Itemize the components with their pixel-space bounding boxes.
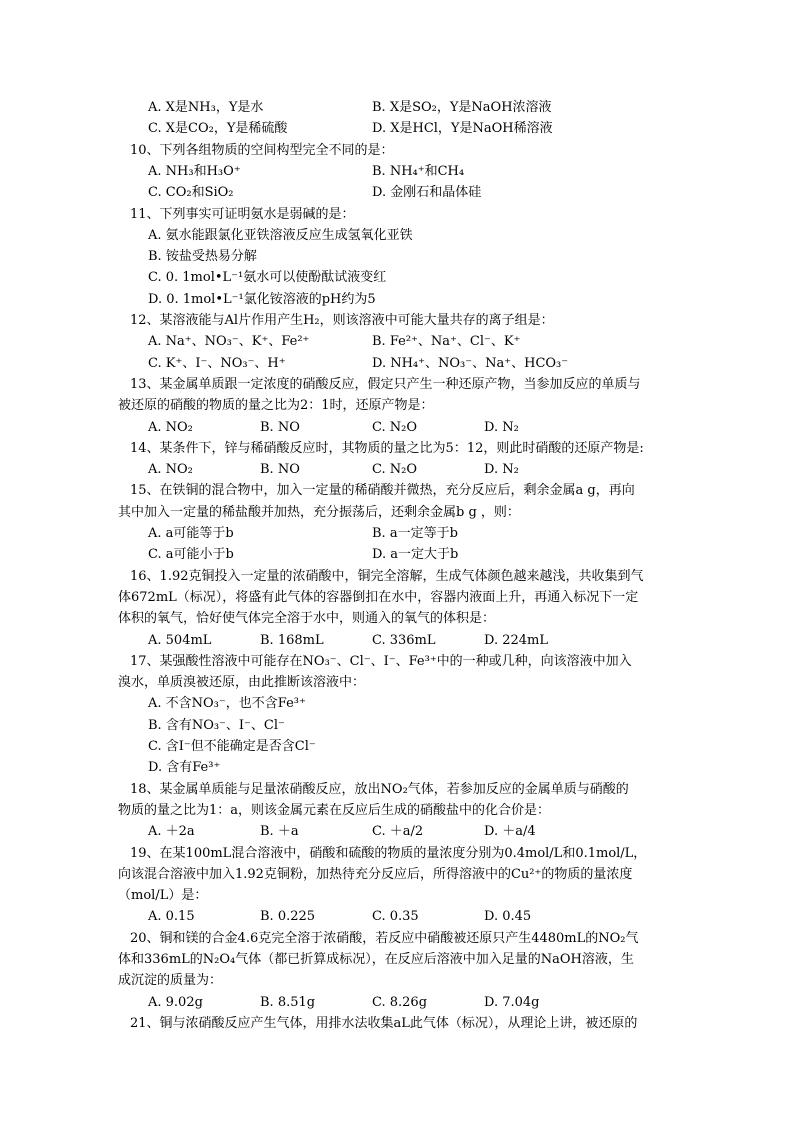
question-stem: 17、某强酸性溶液中可能存在NO₃⁻、Cl⁻、I⁻、Fe³⁺中的一种或几种，向该溶液中加入 <box>130 653 632 669</box>
text-line <box>0 757 794 778</box>
text-line <box>0 480 794 501</box>
question-stem: 12、某溶液能与Al片作用产生H₂，则该溶液中可能大量共存的离子组是： <box>130 313 554 328</box>
question-stem: 20、铜和镁的合金4.6克完全溶于浓硝酸，若反应中硝酸被还原只产生4480mL的NO₂气 <box>130 930 639 946</box>
question-text: 物质的量之比为1：a，则该金属元素在反应后生成的硝酸盐中的化合价是： <box>118 802 551 818</box>
answer-option: D. N₂ <box>484 419 519 435</box>
question-text: 体672mL（标况），将盛有此气体的容器倒扣在水中，容器内液面上升，再通入标况下一定 <box>118 589 639 605</box>
text-line <box>0 438 794 459</box>
question-text: 体和336mL的N₂O₄气体（都已折算成标况），在反应后溶液中加入足量的NaOH溶液，生 <box>118 952 634 967</box>
text-line <box>0 970 794 991</box>
answer-option: C. K⁺、I⁻、NO₃⁻、H⁺ <box>148 355 286 371</box>
answer-option: B. Fe²⁺、Na⁺、Cl⁻、K⁺ <box>372 334 521 350</box>
answer-option: D. 含有Fe³⁺ <box>148 760 221 776</box>
text-line <box>0 906 794 927</box>
text-line <box>0 843 794 864</box>
text-line <box>0 864 794 885</box>
text-line <box>0 182 794 203</box>
text-line <box>0 693 794 714</box>
text-line <box>0 374 794 395</box>
answer-option: A. a可能等于b <box>148 526 234 541</box>
question-text: 溴水，单质溴被还原，由此推断该溶液中： <box>118 675 366 691</box>
question-stem: 19、在某100mL混合溶液中，硝酸和硫酸的物质的量浓度分别为0.4mol/L和0.1mol/L， <box>130 845 647 861</box>
answer-option: B. NO <box>260 462 300 478</box>
question-stem: 16、1.92克铜投入一定量的浓硝酸中，铜完全溶解，生成气体颜色越来越浅，共收集到气 <box>130 568 644 584</box>
text-line <box>0 246 794 267</box>
answer-option: A. 氨水能跟氯化亚铁溶液反应生成氢氧化亚铁 <box>148 227 413 243</box>
answer-option: C. CO₂和SiO₂ <box>148 185 234 201</box>
answer-option: A. 504mL <box>148 632 212 648</box>
text-line <box>0 502 794 523</box>
text-line <box>0 97 794 118</box>
answer-option: C. 8.26g <box>372 994 428 1010</box>
question-stem: 11、下列事实可证明氨水是弱碱的是： <box>130 206 355 222</box>
answer-option: A. ＋2a <box>148 824 195 840</box>
answer-option: C. 336mL <box>372 632 436 648</box>
text-line <box>0 736 794 757</box>
text-line <box>0 779 794 800</box>
question-text: 体积的氧气，恰好使气体完全溶于水中，则通入的氧气的体积是： <box>118 611 496 627</box>
answer-option: D. N₂ <box>484 462 519 478</box>
answer-option: B. 8.51g <box>260 994 316 1010</box>
answer-option: B. ＋a <box>260 824 299 840</box>
answer-option: D. NH₄⁺、NO₃⁻、Na⁺、HCO₃⁻ <box>372 355 569 371</box>
answer-option: B. NO <box>260 419 300 435</box>
text-line <box>0 459 794 480</box>
text-line <box>0 992 794 1013</box>
text-line <box>0 225 794 246</box>
question-stem: 10、下列各组物质的空间构型完全不同的是： <box>130 142 394 158</box>
question-text: 其中加入一定量的稀盐酸并加热，充分振荡后，还剩余金属b g ，则： <box>118 504 520 520</box>
text-line <box>0 204 794 225</box>
answer-option: A. NO₂ <box>148 462 193 478</box>
answer-option: B. 0.225 <box>260 909 316 925</box>
text-line <box>0 417 794 438</box>
question-stem: 15、在铁铜的混合物中，加入一定量的稀硝酸并微热，充分反应后，剩余金属a g，再向 <box>130 483 635 499</box>
question-stem: 13、某金属单质跟一定浓度的硝酸反应，假定只产生一种还原产物，当参加反应的单质与 <box>130 376 641 392</box>
answer-option: B. 铵盐受热易分解 <box>148 249 257 265</box>
question-stem: 18、某金属单质能与足量浓硝酸反应，放出NO₂气体，若参加反应的金属单质与硝酸的 <box>130 781 629 797</box>
text-line <box>0 353 794 374</box>
question-text: 被还原的硝酸的物质的量之比为2：1时，还原产物是： <box>118 398 434 414</box>
answer-option: B. 含有NO₃⁻、I⁻、Cl⁻ <box>148 717 285 733</box>
text-line <box>0 161 794 182</box>
answer-option: A. Na⁺、NO₃⁻、K⁺、Fe²⁺ <box>148 334 310 350</box>
text-line <box>0 140 794 161</box>
text-line <box>0 523 794 544</box>
answer-option: C. 0.35 <box>372 909 419 925</box>
answer-option: B. X是SO₂，Y是NaOH浓溶液 <box>372 100 552 115</box>
answer-option: D. X是HCl，Y是NaOH稀溶液 <box>372 121 553 137</box>
answer-option: A. 不含NO₃⁻，也不含Fe³⁺ <box>148 696 306 712</box>
text-line <box>0 821 794 842</box>
answer-option: D. 0.45 <box>484 909 532 925</box>
question-text: 向该混合溶液中加入1.92克铜粉，加热待充分反应后，所得溶液中的Cu²⁺的物质的量浓度 <box>118 866 633 882</box>
answer-option: A. NH₃和H₃O⁺ <box>148 163 241 179</box>
question-text: 成沉淀的质量为： <box>118 973 223 989</box>
answer-option: A. NO₂ <box>148 419 193 435</box>
text-line <box>0 672 794 693</box>
answer-option: C. N₂O <box>372 462 417 478</box>
answer-option: C. N₂O <box>372 419 417 435</box>
text-line <box>0 544 794 565</box>
text-line <box>0 928 794 949</box>
answer-option: B. a一定等于b <box>372 526 458 541</box>
text-line <box>0 1013 794 1034</box>
answer-option: A. X是NH₃，Y是水 <box>148 100 264 115</box>
answer-option: D. 金刚石和晶体硅 <box>372 185 482 201</box>
answer-option: B. NH₄⁺和CH₄ <box>372 163 465 179</box>
text-line <box>0 566 794 587</box>
text-line <box>0 331 794 352</box>
answer-option: A. 9.02g <box>148 994 203 1010</box>
text-line <box>0 630 794 651</box>
answer-option: D. 224mL <box>484 632 548 648</box>
answer-option: C. X是CO₂，Y是稀硫酸 <box>148 121 288 137</box>
text-line <box>0 715 794 736</box>
question-stem: 14、某条件下，锌与稀硝酸反应时，其物质的量之比为5：12，则此时硝酸的还原产物是: <box>130 440 644 456</box>
text-line <box>0 118 794 139</box>
text-line <box>0 289 794 310</box>
answer-option: C. 0. 1mol•L⁻¹氨水可以使酚酞试液变红 <box>148 270 387 286</box>
answer-option: B. 168mL <box>260 632 324 648</box>
text-line <box>0 310 794 331</box>
question-text: （mol/L）是： <box>118 888 208 904</box>
text-line <box>0 267 794 288</box>
answer-option: D. ＋a/4 <box>484 824 536 840</box>
text-line <box>0 885 794 906</box>
answer-option: C. 含I⁻但不能确定是否含Cl⁻ <box>148 739 316 754</box>
answer-option: D. 7.04g <box>484 994 540 1010</box>
answer-option: C. a可能小于b <box>148 547 234 563</box>
text-line <box>0 949 794 970</box>
answer-option: D. a一定大于b <box>372 547 459 563</box>
text-line <box>0 651 794 672</box>
answer-option: A. 0.15 <box>148 909 195 925</box>
text-line <box>0 587 794 608</box>
answer-option: D. 0. 1mol•L⁻¹氯化铵溶液的pH约为5 <box>148 291 376 307</box>
question-stem: 21、铜与浓硝酸反应产生气体，用排水法收集aL此气体（标况），从理论上讲，被还原的 <box>130 1015 638 1031</box>
text-line <box>0 395 794 416</box>
text-line <box>0 608 794 629</box>
text-line <box>0 800 794 821</box>
answer-option: C. ＋a/2 <box>372 824 424 840</box>
